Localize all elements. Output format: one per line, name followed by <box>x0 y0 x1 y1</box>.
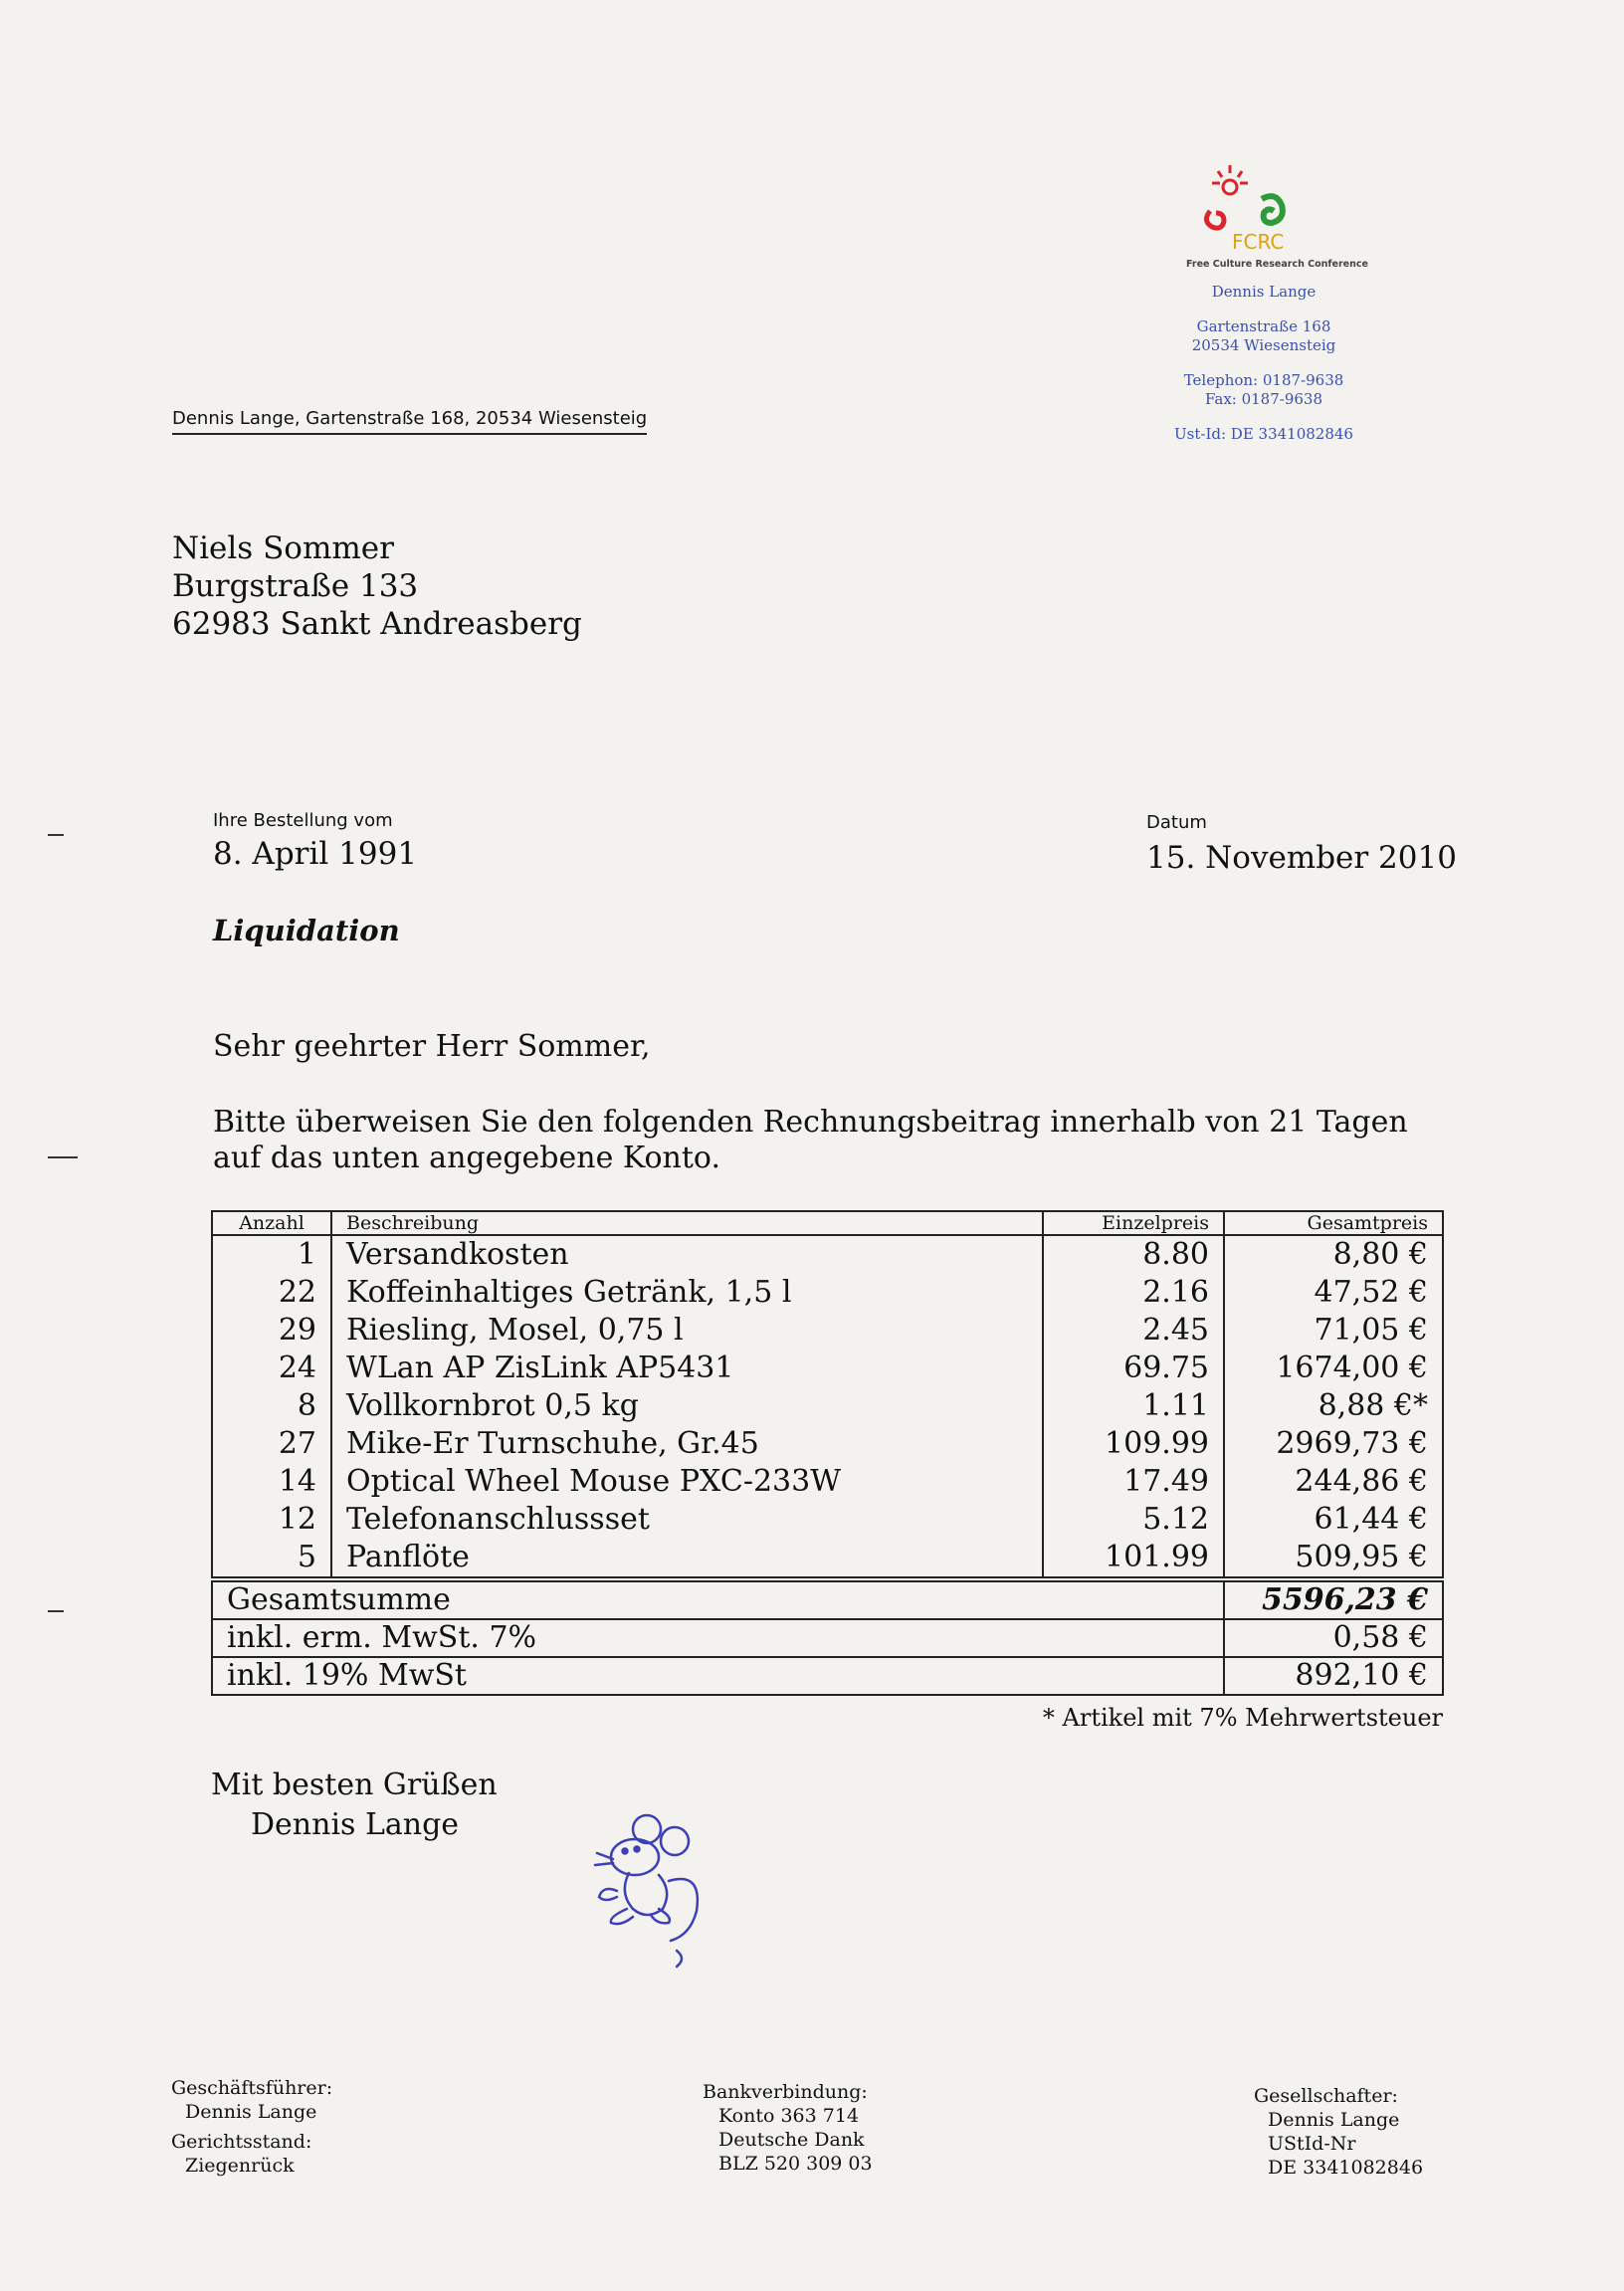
salutation: Sehr geehrter Herr Sommer, <box>213 1029 651 1064</box>
footer-shareholder <box>1254 2084 1423 2180</box>
order-date-value: 8. April 1991 <box>213 836 418 872</box>
footer-vat-label: UStId-Nr <box>1268 2133 1356 2155</box>
footer-bank-account: Konto 363 714 <box>718 2105 860 2127</box>
footer-bank-title: Bankverbindung: <box>703 2081 868 2103</box>
recipient-name: Niels Sommer <box>172 530 394 566</box>
company-vat: Ust-Id: DE 3341082846 <box>1174 425 1353 443</box>
full-vat-label: inkl. 19% MwSt <box>212 1657 1224 1695</box>
company-name: Dennis Lange <box>1211 283 1317 301</box>
row-qty: 27 <box>212 1425 331 1463</box>
row-total: 47,52 € <box>1224 1274 1443 1312</box>
table-row <box>212 1539 1443 1577</box>
footer-management <box>171 2076 332 2178</box>
totals-row <box>212 1581 1443 1619</box>
mouse-stamp <box>577 1811 726 1971</box>
recipient-street: Burgstraße 133 <box>172 568 419 604</box>
company-logo <box>1182 159 1368 279</box>
recipient-address <box>172 529 582 643</box>
row-description: Mike-Er Turnschuhe, Gr.45 <box>331 1425 1043 1463</box>
totals-table <box>211 1580 1444 1696</box>
document-title: Liquidation <box>213 914 400 947</box>
row-total: 71,05 € <box>1224 1312 1443 1350</box>
row-total: 8,80 € <box>1224 1235 1443 1274</box>
footer-bank <box>703 2080 873 2176</box>
footer-ceo-name: Dennis Lange <box>185 2101 317 2123</box>
invoice-items-table <box>211 1210 1444 1578</box>
row-total: 8,88 €* <box>1224 1387 1443 1425</box>
body-line: auf das unten angegebene Konto. <box>213 1141 720 1175</box>
row-qty: 29 <box>212 1312 331 1350</box>
row-description: Koffeinhaltiges Getränk, 1,5 l <box>331 1274 1043 1312</box>
recipient-city: 62983 Sankt Andreasberg <box>172 606 582 642</box>
row-total: 1674,00 € <box>1224 1350 1443 1387</box>
table-row <box>212 1274 1443 1312</box>
row-unit-price: 17.49 <box>1043 1463 1224 1501</box>
company-info <box>1115 283 1413 444</box>
date-value: 15. November 2010 <box>1146 840 1457 876</box>
row-qty: 24 <box>212 1350 331 1387</box>
date-label: Datum <box>1146 812 1207 833</box>
company-street: Gartenstraße 168 <box>1196 317 1331 335</box>
row-qty: 22 <box>212 1274 331 1312</box>
logo-graphic <box>1182 159 1368 279</box>
footer-ceo-title: Geschäftsführer: <box>171 2077 333 2099</box>
row-description: Vollkornbrot 0,5 kg <box>331 1387 1043 1425</box>
table-row <box>212 1501 1443 1539</box>
company-phone: Telephon: 0187-9638 <box>1183 371 1344 389</box>
fold-mark <box>48 1610 64 1612</box>
table-row <box>212 1425 1443 1463</box>
row-unit-price: 101.99 <box>1043 1539 1224 1577</box>
header-total-price: Gesamtpreis <box>1224 1211 1443 1235</box>
total-sum-value: 5596,23 € <box>1224 1581 1443 1619</box>
row-total: 509,95 € <box>1224 1539 1443 1577</box>
footer-shareholder-name: Dennis Lange <box>1268 2109 1400 2131</box>
punch-mark <box>48 1156 78 1158</box>
row-description: Riesling, Mosel, 0,75 l <box>331 1312 1043 1350</box>
footer-shareholder-title: Gesellschafter: <box>1254 2085 1398 2107</box>
footer-bank-code: BLZ 520 309 03 <box>718 2153 873 2175</box>
row-description: Optical Wheel Mouse PXC-233W <box>331 1463 1043 1501</box>
totals-row <box>212 1619 1443 1657</box>
reduced-vat-value: 0,58 € <box>1224 1619 1443 1657</box>
svg-text:Free Culture Research Conferen: Free Culture Research Conference <box>1186 259 1368 270</box>
row-qty: 14 <box>212 1463 331 1501</box>
footer-vat-id: DE 3341082846 <box>1268 2157 1424 2179</box>
row-unit-price: 2.16 <box>1043 1274 1224 1312</box>
row-description: Versandkosten <box>331 1235 1043 1274</box>
row-unit-price: 109.99 <box>1043 1425 1224 1463</box>
footer-court-value: Ziegenrück <box>185 2155 295 2177</box>
body-text <box>213 1105 1457 1176</box>
svg-text:FCRC: FCRC <box>1232 230 1285 254</box>
row-qty: 12 <box>212 1501 331 1539</box>
row-unit-price: 69.75 <box>1043 1350 1224 1387</box>
order-date-label: Ihre Bestellung vom <box>213 810 393 831</box>
reduced-vat-label: inkl. erm. MwSt. 7% <box>212 1619 1224 1657</box>
table-row <box>212 1463 1443 1501</box>
company-city: 20534 Wiesensteig <box>1191 336 1336 354</box>
header-qty: Anzahl <box>212 1211 331 1235</box>
row-description: Telefonanschlussset <box>331 1501 1043 1539</box>
totals-row <box>212 1657 1443 1695</box>
row-qty: 5 <box>212 1539 331 1577</box>
table-header-row <box>212 1211 1443 1235</box>
company-fax: Fax: 0187-9638 <box>1204 390 1323 408</box>
closing-greeting: Mit besten Grüßen <box>211 1768 498 1802</box>
row-unit-price: 8.80 <box>1043 1235 1224 1274</box>
row-description: Panflöte <box>331 1539 1043 1577</box>
header-description: Beschreibung <box>331 1211 1043 1235</box>
footnote: * Artikel mit 7% Mehrwertsteuer <box>1042 1704 1443 1732</box>
row-unit-price: 2.45 <box>1043 1312 1224 1350</box>
footer-court-title: Gerichtsstand: <box>171 2131 312 2153</box>
table-row <box>212 1235 1443 1274</box>
row-total: 61,44 € <box>1224 1501 1443 1539</box>
closing <box>211 1766 498 1845</box>
row-unit-price: 5.12 <box>1043 1501 1224 1539</box>
row-qty: 1 <box>212 1235 331 1274</box>
body-line: Bitte überweisen Sie den folgenden Rechnungsbeitrag innerhalb von 21 Tagen <box>213 1105 1408 1140</box>
footer-bank-name: Deutsche Dank <box>718 2129 865 2151</box>
table-row <box>212 1312 1443 1350</box>
full-vat-value: 892,10 € <box>1224 1657 1443 1695</box>
closing-name: Dennis Lange <box>251 1807 460 1842</box>
table-row <box>212 1387 1443 1425</box>
row-description: WLan AP ZisLink AP5431 <box>331 1350 1043 1387</box>
sender-address-line: Dennis Lange, Gartenstraße 168, 20534 Wiesensteig <box>172 408 647 435</box>
row-total: 2969,73 € <box>1224 1425 1443 1463</box>
row-unit-price: 1.11 <box>1043 1387 1224 1425</box>
fold-mark <box>48 834 64 836</box>
total-sum-label: Gesamtsumme <box>212 1581 1224 1619</box>
row-qty: 8 <box>212 1387 331 1425</box>
row-total: 244,86 € <box>1224 1463 1443 1501</box>
table-row <box>212 1350 1443 1387</box>
header-unit-price: Einzelpreis <box>1043 1211 1224 1235</box>
